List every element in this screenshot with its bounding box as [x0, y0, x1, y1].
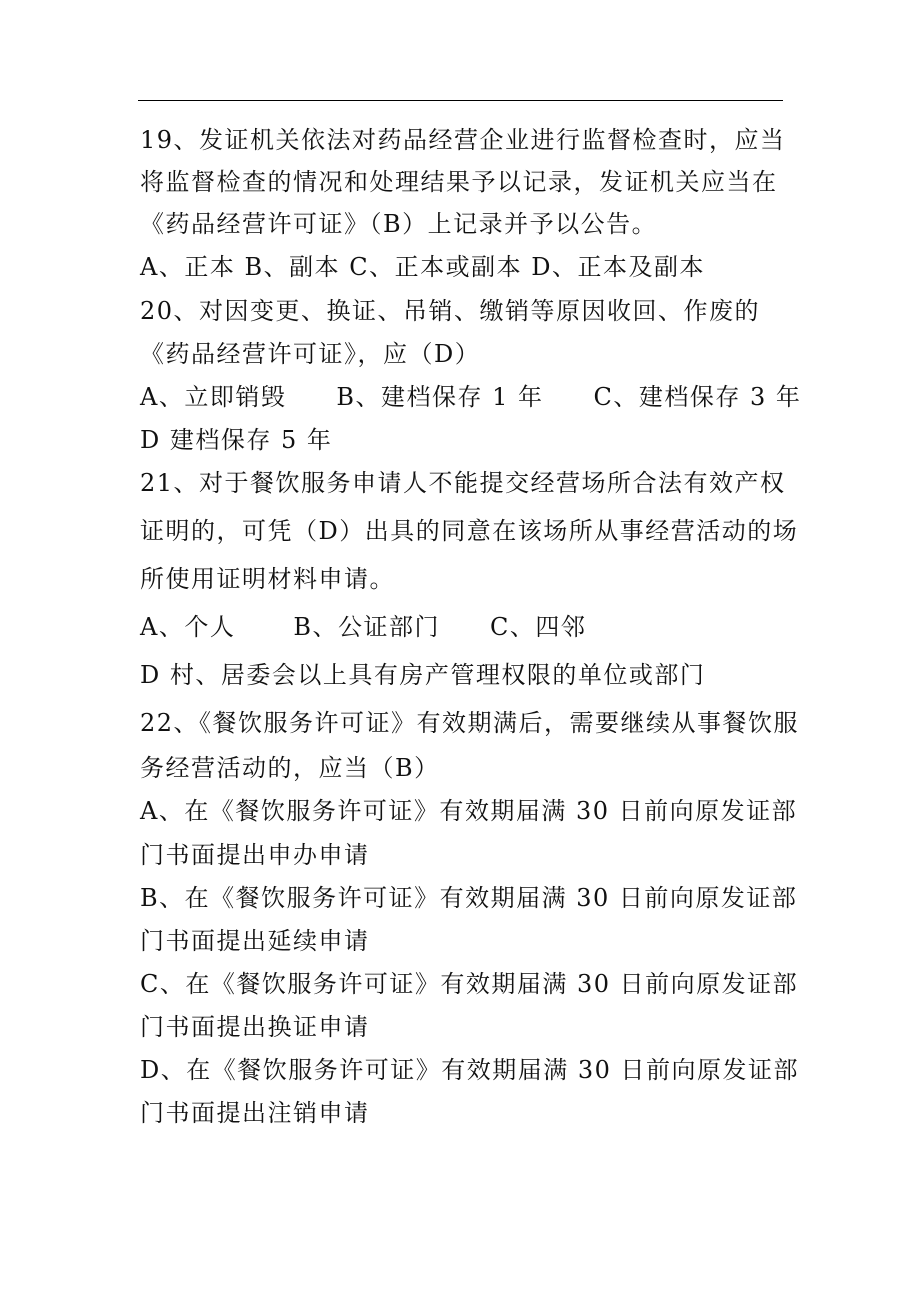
q21-option-b: B、公证部门 [293, 613, 440, 641]
q19-stem-line-3: 《药品经营许可证》（B）上记录并予以公告。 [140, 210, 658, 238]
q21-stem-line-1: 21、对于餐饮服务申请人不能提交经营场所合法有效产权 [140, 469, 786, 497]
q22-option-b-line-2: 门书面提出延续申请 [140, 927, 370, 955]
q21-option-d: D 村、居委会以上具有房产管理权限的单位或部门 [140, 661, 706, 689]
q20-option-a: A、立即销毁 [140, 383, 287, 411]
q20-option-c: C、建档保存 3 年 [593, 383, 802, 411]
q20-option-d: D 建档保存 5 年 [140, 426, 333, 454]
q19-options: A、正本 B、副本 C、正本或副本 D、正本及副本 [140, 253, 705, 281]
q21-options-row [140, 612, 586, 642]
header-rule [138, 100, 783, 101]
q21-stem-line-3: 所使用证明材料申请。 [140, 565, 395, 593]
q22-option-c-line-1: C、在《餐饮服务许可证》有效期届满 30 日前向原发证部 [140, 970, 799, 998]
q20-stem-line-1: 20、对因变更、换证、吊销、缴销等原因收回、作废的 [140, 297, 761, 325]
q22-option-c-line-2: 门书面提出换证申请 [140, 1013, 370, 1041]
q19-stem-line-2: 将监督检查的情况和处理结果予以记录，发证机关应当在 [140, 168, 778, 196]
q22-option-d-line-1: D、在《餐饮服务许可证》有效期届满 30 日前向原发证部 [140, 1056, 800, 1084]
q21-stem-line-2: 证明的，可凭（D）出具的同意在该场所从事经营活动的场 [140, 517, 799, 545]
q22-stem-line-2: 务经营活动的，应当（B） [140, 754, 440, 782]
q20-stem-line-2: 《药品经营许可证》，应（D） [140, 340, 481, 368]
q22-option-b-line-1: B、在《餐饮服务许可证》有效期届满 30 日前向原发证部 [140, 884, 798, 912]
q19-stem-line-1: 19、发证机关依法对药品经营企业进行监督检查时，应当 [140, 126, 786, 154]
q22-option-d-line-2: 门书面提出注销申请 [140, 1099, 370, 1127]
q22-option-a-line-2: 门书面提出申办申请 [140, 841, 370, 869]
q22-stem-line-1: 22、《餐饮服务许可证》有效期满后，需要继续从事餐饮服 [140, 709, 800, 737]
q20-options-row [140, 382, 801, 412]
q21-option-c: C、四邻 [489, 613, 587, 641]
q21-option-a: A、个人 [140, 613, 236, 641]
q22-option-a-line-1: A、在《餐饮服务许可证》有效期届满 30 日前向原发证部 [140, 797, 798, 825]
q20-option-b: B、建档保存 1 年 [336, 383, 544, 411]
